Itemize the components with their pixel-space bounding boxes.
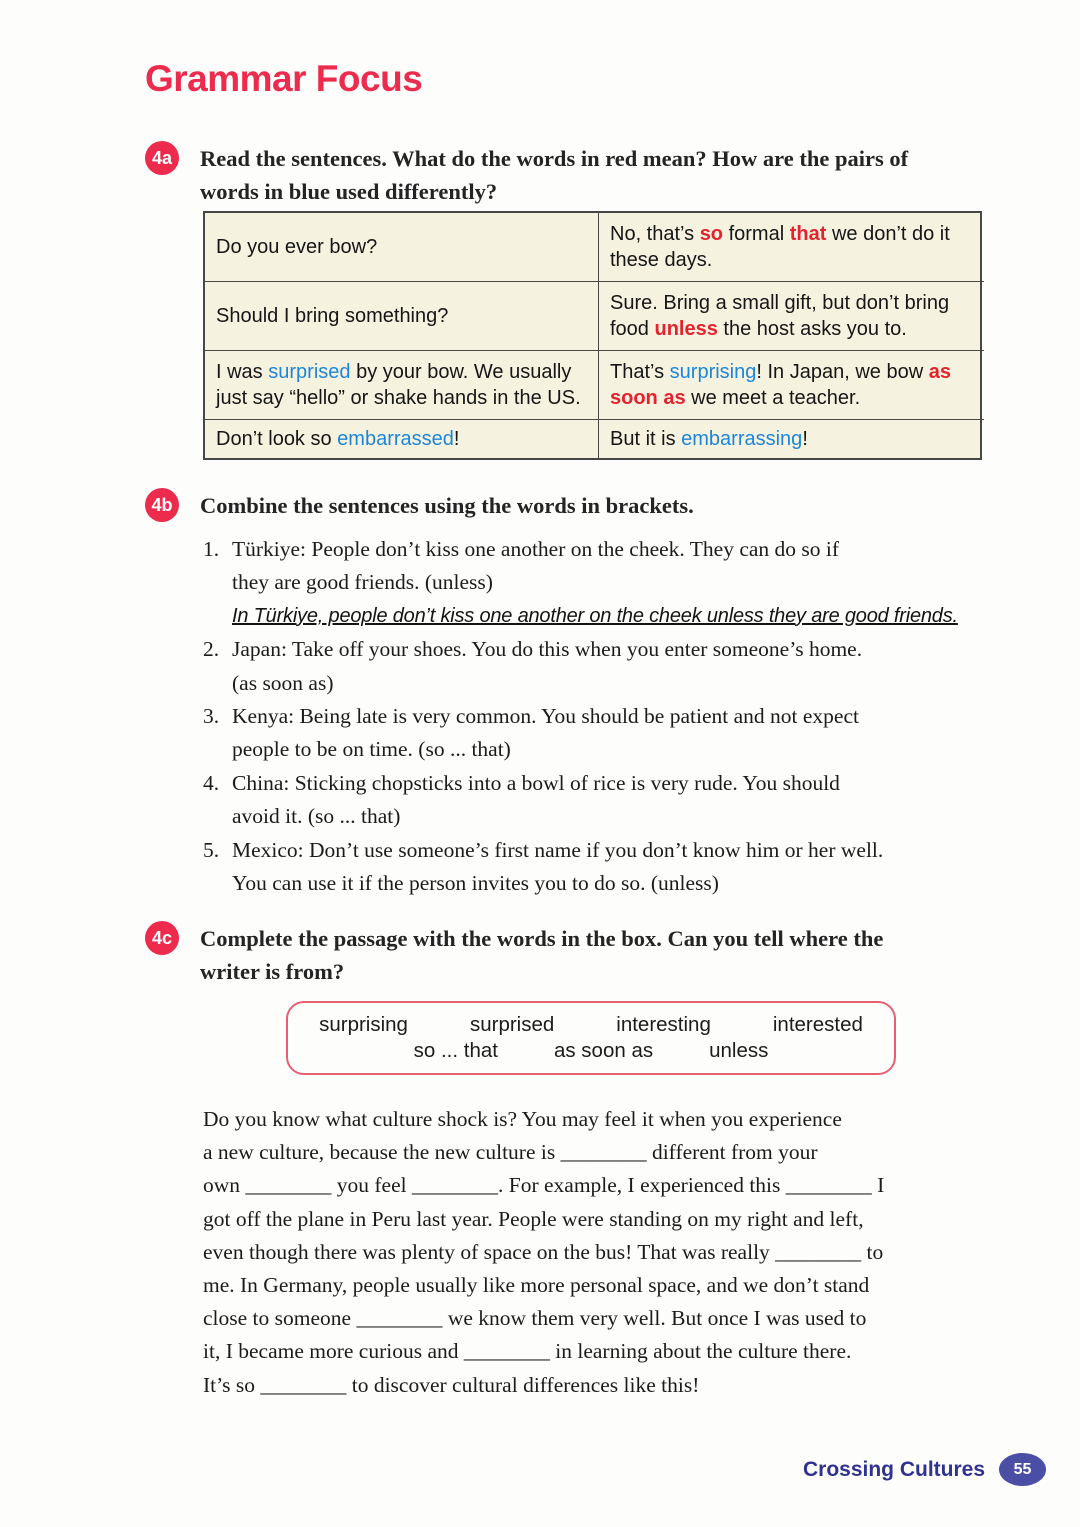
passage-line: me. In Germany, people usually like more personal space, and we don’t stand <box>203 1273 870 1298</box>
sentence <box>610 221 973 273</box>
sentence <box>216 234 377 260</box>
text-segment: ! <box>453 428 460 450</box>
text-segment: But it is <box>610 428 682 450</box>
handwritten-answer: In Türkiye, people don’t kiss one another on the cheek unless they are good friends. <box>232 604 958 627</box>
exercise-badge-4b: 4b <box>145 488 179 522</box>
sentence <box>610 359 973 411</box>
list-item-4-number: 4. <box>203 770 220 795</box>
passage-line: own ________ you feel ________. For example, I experienced this ________ I <box>203 1173 885 1198</box>
exercise-badge-4c: 4c <box>145 921 179 955</box>
list-item-2-line1: Japan: Take off your shoes. You do this when you enter someone’s home. <box>232 637 863 662</box>
text-segment: That’s <box>610 361 670 383</box>
list-item-4-line2: avoid it. (so ... that) <box>232 804 401 829</box>
page-title: Grammar Focus <box>145 58 423 99</box>
list-item-5-line2: You can use it if the person invites you to do so. (unless) <box>232 871 719 896</box>
dialogue-table <box>203 211 982 460</box>
word-bank-word: so ... that <box>413 1039 498 1062</box>
list-item-3-line2: people to be on time. (so ... that) <box>232 737 511 762</box>
sentence <box>216 426 459 452</box>
list-item-5-number: 5. <box>203 837 220 862</box>
list-item-4 <box>203 767 1013 834</box>
list-item-1-number: 1. <box>203 537 220 561</box>
text-segment: we meet a teacher. <box>685 387 861 409</box>
list-item-2-number: 2. <box>203 637 220 662</box>
text-segment: Sure. Bring a small gift, but don’t bring food <box>610 292 950 340</box>
table-cell-r4-right <box>599 420 984 458</box>
table-cell-r4-left <box>205 420 599 458</box>
passage-line: even though there was plenty of space on the bus! That was really ________ to <box>203 1239 884 1264</box>
table-cell-r3-left <box>205 351 599 420</box>
unit-title: Crossing Cultures <box>803 1457 986 1481</box>
highlight-word: as soon as <box>610 361 951 409</box>
exercise-4c-heading-line1: Complete the passage with the words in the box. Can you tell where the <box>200 926 884 951</box>
list-item-1-line2: they are good friends. (unless) <box>232 570 493 595</box>
list-item-1 <box>203 533 1013 633</box>
exercise-4b-heading-line1: Combine the sentences using the words in brackets. <box>200 493 694 518</box>
sentence <box>610 290 973 342</box>
exercise-4a-heading <box>200 142 908 208</box>
table-cell-r2-right <box>599 282 984 351</box>
highlight-word: surprised <box>268 361 351 383</box>
exercise-4a-heading-line2: words in blue used differently? <box>200 179 498 204</box>
list-item-5-text <box>232 834 883 901</box>
text-segment: by your bow. We usually just say “hello” or shake hands in the US. <box>216 361 581 409</box>
text-segment: formal <box>723 223 790 245</box>
word-bank-word: surprising <box>319 1013 408 1036</box>
text-segment: Do you ever bow? <box>216 236 378 258</box>
list-item-3-number: 3. <box>203 704 220 729</box>
text-segment: the host asks you to. <box>717 318 907 340</box>
page-number-badge: 55 <box>999 1453 1046 1486</box>
list-item-1-text <box>232 533 958 633</box>
list-item-5-line1: Mexico: Don’t use someone’s first name if you don’t know him or her well. <box>232 837 884 862</box>
exercise-4b-heading <box>200 489 694 522</box>
list-item-3 <box>203 700 1013 767</box>
list-item-1-line1: Türkiye: People don’t kiss one another on the cheek. They can do so if <box>232 537 840 561</box>
text-segment: we don’t do it these days. <box>610 223 950 271</box>
passage-line: got off the plane in Peru last year. People were standing on my right and left, <box>203 1206 864 1231</box>
word-bank-row1 <box>288 1013 894 1037</box>
exercise-4c-heading <box>200 922 883 988</box>
highlight-word: unless <box>654 318 718 340</box>
exercise-4a-heading-line1: Read the sentences. What do the words in red mean? How are the pairs of <box>200 146 909 171</box>
word-bank-row2 <box>288 1039 894 1063</box>
highlight-word: so <box>699 223 724 245</box>
passage-line: It’s so ________ to discover cultural differences like this! <box>203 1372 700 1397</box>
passage-line: close to someone ________ we know them very well. But once I was used to <box>203 1306 867 1331</box>
word-bank-word: interesting <box>616 1013 711 1036</box>
sentence-list <box>203 533 1013 900</box>
table-cell-r2-left <box>205 282 599 351</box>
list-item-5 <box>203 834 1013 901</box>
table-cell-r1-left <box>205 213 599 282</box>
word-bank-word: interested <box>772 1013 863 1036</box>
word-bank-word: unless <box>709 1039 769 1062</box>
sentence <box>216 359 587 411</box>
highlight-word: embarrassed <box>337 428 454 450</box>
list-item-4-line1: China: Sticking chopsticks into a bowl of rice is very rude. You should <box>232 770 840 795</box>
text-segment: ! <box>802 428 808 450</box>
list-item-2 <box>203 633 1013 700</box>
word-bank-box <box>286 1001 896 1075</box>
page-footer <box>803 1453 1046 1486</box>
exercise-badge-4a: 4a <box>145 141 179 175</box>
exercise-4c-heading-line2: writer is from? <box>200 959 345 984</box>
passage-line: a new culture, because the new culture is ________ different from your <box>203 1140 818 1165</box>
table-cell-r3-right <box>599 351 984 420</box>
highlight-word: embarrassing <box>681 428 803 450</box>
sentence <box>216 303 448 329</box>
text-segment: Don’t look so <box>216 428 338 450</box>
highlight-word: that <box>789 223 827 245</box>
list-item-4-text <box>232 767 840 834</box>
highlight-word: surprising <box>669 361 757 383</box>
text-segment: I was <box>216 361 269 383</box>
text-segment: Should I bring something? <box>216 305 449 327</box>
list-item-3-text <box>232 700 859 767</box>
list-item-2-line2: (as soon as) <box>232 670 334 695</box>
word-bank-word: surprised <box>469 1013 555 1036</box>
list-item-3-line1: Kenya: Being late is very common. You should be patient and not expect <box>232 704 859 729</box>
text-segment: ! In Japan, we bow <box>756 361 929 383</box>
list-item-2-text <box>232 633 862 700</box>
passage-line: it, I became more curious and ________ in learning about the culture there. <box>203 1339 852 1364</box>
table-cell-r1-right <box>599 213 984 282</box>
cloze-passage <box>203 1103 1013 1402</box>
sentence <box>610 426 808 452</box>
word-bank-word: as soon as <box>553 1039 654 1062</box>
passage-line: Do you know what culture shock is? You may feel it when you experience <box>203 1107 842 1131</box>
text-segment: No, that’s <box>610 223 700 245</box>
